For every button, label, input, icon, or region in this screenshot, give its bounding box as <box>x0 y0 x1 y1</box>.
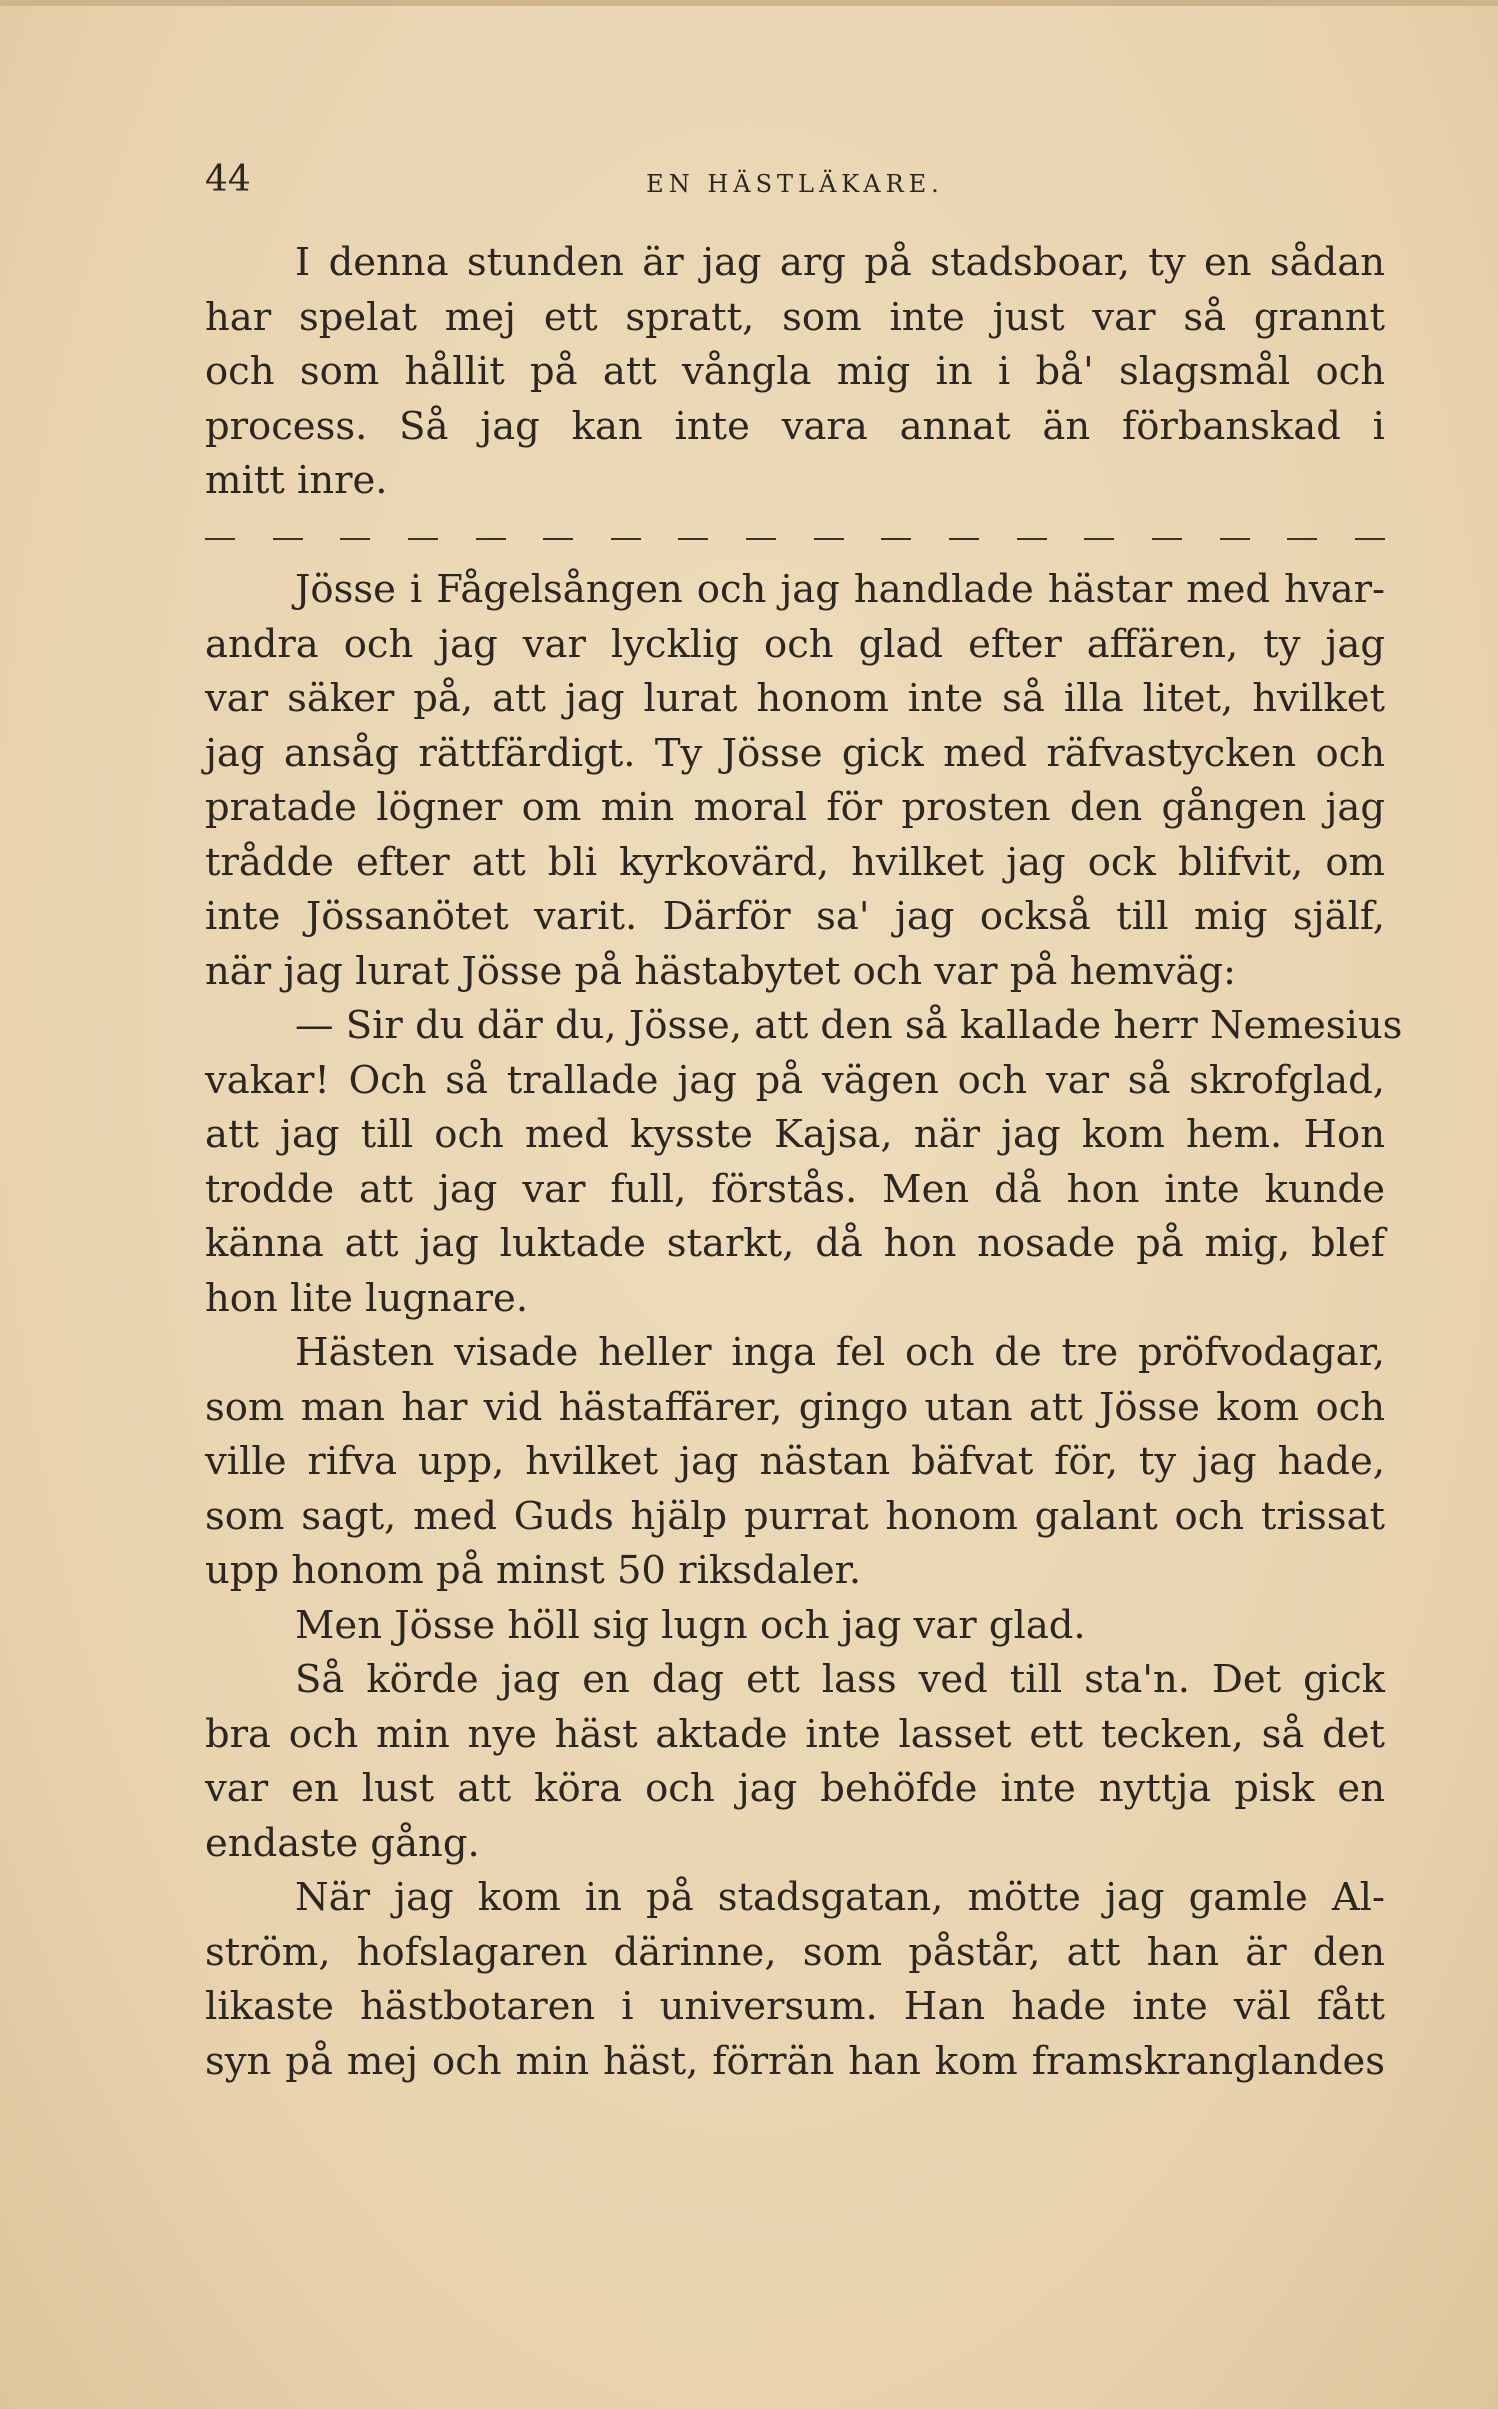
text-line: Jösse i Fågelsången och jag handlade hästar med hvar- <box>295 567 1385 612</box>
separator-dash <box>678 538 708 540</box>
text-line: som sagt, med Guds hjälp purrat honom galant och trissat <box>205 1493 1385 1539</box>
text-line: har spelat mej ett spratt, som inte just var så grannt <box>205 294 1385 340</box>
text-line: att jag till och med kysste Kajsa, när jag kom hem. Hon <box>205 1112 1385 1157</box>
text-line: pratade lögner om min moral för prosten den gången jag <box>205 785 1385 830</box>
text-line: ville rifva upp, hvilket jag nästan bäfvat för, ty jag hade, <box>205 1439 1385 1484</box>
text-line: endaste gång. <box>205 1820 480 1866</box>
text-line: — Sir du där du, Jösse, att den så kallade herr Nemesius <box>295 1003 1403 1048</box>
separator-dash <box>476 538 506 540</box>
page-number: 44 <box>205 159 251 200</box>
body-text <box>205 236 1403 2089</box>
running-head: EN HÄSTLÄKARE. <box>646 170 944 198</box>
text-line: process. Så jag kan inte vara annat än förbanskad i <box>205 403 1385 449</box>
text-line: trodde att jag var full, förstås. Men då hon inte kunde <box>205 1166 1385 1212</box>
section-separator <box>205 509 1385 564</box>
text-line: var säker på, att jag lurat honom inte så illa litet, hvilket <box>205 676 1385 721</box>
text-line: Men Jösse höll sig lugn och jag var glad. <box>295 1602 1086 1648</box>
separator-dash <box>273 538 303 540</box>
text-line: vakar! Och så trallade jag på vägen och var så skrofglad, <box>205 1057 1385 1103</box>
separator-dash <box>949 538 979 540</box>
separator-dash <box>1017 538 1047 540</box>
text-line: likaste hästbotaren i universum. Han hade inte väl fått <box>205 1984 1385 2029</box>
text-line: hon lite lugnare. <box>205 1275 529 1321</box>
page-header <box>205 155 1385 205</box>
separator-dash <box>205 538 235 540</box>
separator-dash <box>814 538 844 540</box>
text-line: Hästen visade heller inga fel och de tre pröfvodagar, <box>295 1330 1385 1375</box>
text-line: I denna stunden är jag arg på stadsboar, ty en sådan <box>295 240 1385 285</box>
text-line: mitt inre. <box>205 458 388 503</box>
text-line: andra och jag var lycklig och glad efter affären, ty jag <box>205 621 1385 667</box>
text-line: när jag lurat Jösse på hästabytet och var på hemväg: <box>205 948 1236 994</box>
separator-dash <box>1084 538 1114 540</box>
separator-dash <box>1220 538 1250 540</box>
text-line: jag ansåg rättfärdigt. Ty Jösse gick med räfvastycken och <box>205 730 1385 776</box>
text-line: känna att jag luktade starkt, då hon nosade på mig, blef <box>205 1221 1385 1266</box>
text-line: Så körde jag en dag ett lass ved till sta'n. Det gick <box>295 1657 1385 1702</box>
page-top-edge <box>0 0 1498 6</box>
text-line: bra och min nye häst aktade inte lasset ett tecken, så det <box>205 1711 1385 1757</box>
separator-dash <box>1355 538 1385 540</box>
text-line: inte Jössanötet varit. Därför sa' jag också till mig själf, <box>205 894 1385 939</box>
separator-dash <box>1287 538 1317 540</box>
separator-dash <box>746 538 776 540</box>
separator-dash <box>611 538 641 540</box>
text-line: trådde efter att bli kyrkovärd, hvilket jag ock blifvit, om <box>205 839 1385 885</box>
separator-dash <box>408 538 438 540</box>
text-line: som man har vid hästaffärer, gingo utan att Jösse kom och <box>205 1384 1385 1430</box>
separator-dash <box>881 538 911 540</box>
text-line: När jag kom in på stadsgatan, mötte jag gamle Al- <box>295 1875 1385 1920</box>
text-line: och som hållit på att vångla mig in i bå' slagsmål och <box>205 349 1385 394</box>
text-line: upp honom på minst 50 riksdaler. <box>205 1548 862 1593</box>
text-line: var en lust att köra och jag behöfde inte nyttja pisk en <box>205 1766 1385 1811</box>
separator-dash <box>543 538 573 540</box>
separator-dash <box>340 538 370 540</box>
separator-dash <box>1152 538 1182 540</box>
text-line: syn på mej och min häst, förrän han kom framskranglandes <box>205 2038 1385 2084</box>
text-line: ström, hofslagaren därinne, som påstår, att han är den <box>205 1929 1385 1975</box>
